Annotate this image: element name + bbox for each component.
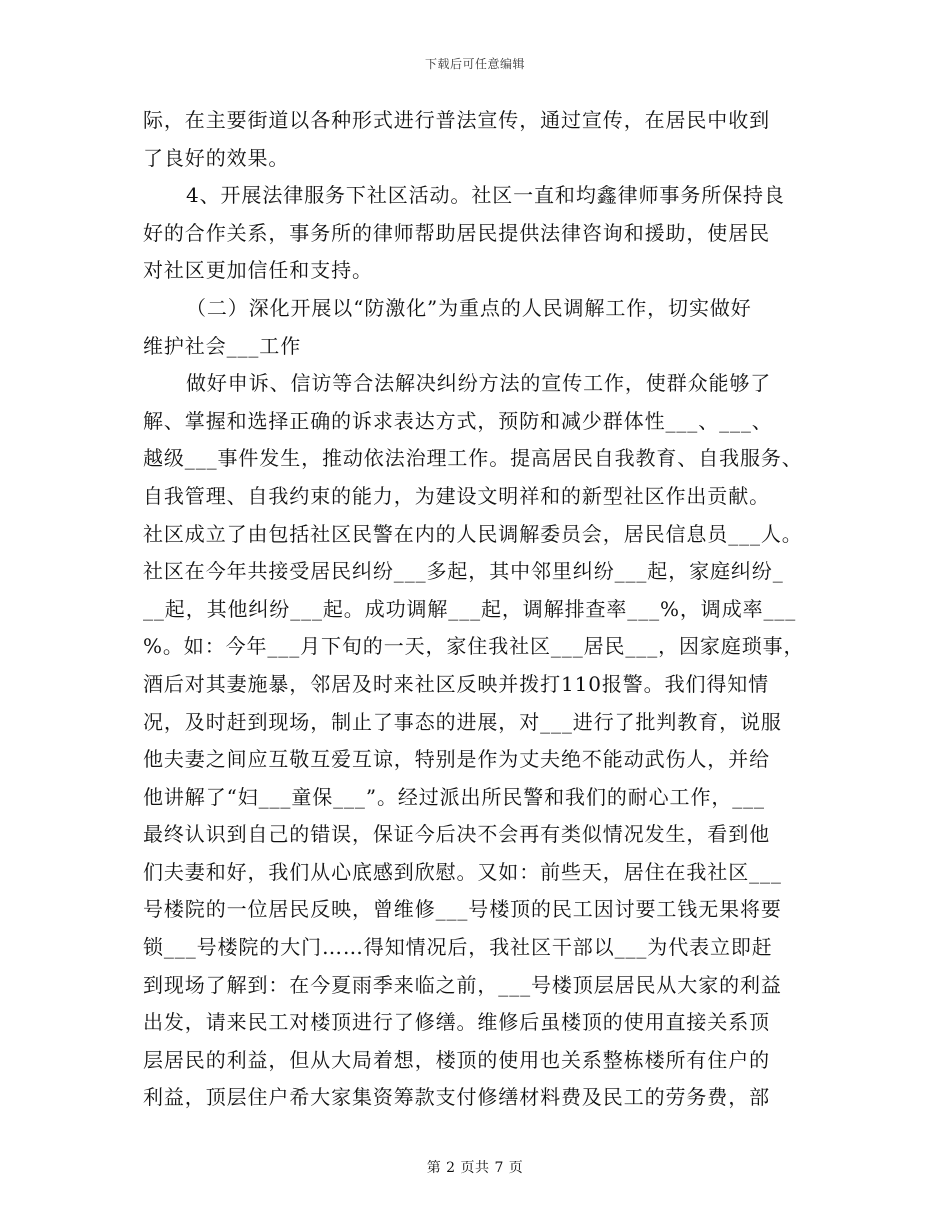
text-line: 对社区更加信任和支持。 <box>143 258 373 283</box>
document-body <box>143 102 813 1117</box>
text-line: 他讲解了“妇___童保___”。经过派出所民警和我们的耐心工作，___ <box>143 784 765 809</box>
text-line: 到现场了解到：在今夏雨季来临之前，___号楼顶层居民从大家的利益 <box>143 972 782 997</box>
text-line: 最终认识到自己的错误，保证今后决不会再有类似情况发生，看到他 <box>143 822 770 847</box>
text-line: 做好申诉、信访等合法解决纠纷方法的宣传工作，使群众能够了 <box>186 371 772 396</box>
text-line: 解、掌握和选择正确的诉求表达方式，预防和减少群体性___、___、 <box>143 408 773 433</box>
text-line: 出发，请来民工对楼顶进行了修缮。维修后虽楼顶的使用直接关系顶 <box>143 1010 770 1035</box>
text-line: 际，在主要街道以各种形式进行普法宣传，通过宣传，在居民中收到 <box>143 108 770 132</box>
text-line: 越级___事件发生，推动依法治理工作。提高居民自我教育、自我服务、 <box>143 446 803 471</box>
text-line: 们夫妻和好，我们从心底感到欣慰。又如：前些天，居住在我社区___ <box>143 859 782 884</box>
text-line: 维护社会___工作 <box>143 333 302 358</box>
text-line: 社区成立了由包括社区民警在内的人民调解委员会，居民信息员___人。 <box>143 521 803 546</box>
text-line: 酒后对其妻施暴，邻居及时来社区反映并拨打110报警。我们得知情 <box>143 671 770 696</box>
text-line: 层居民的利益，但从大局着想，楼顶的使用也关系整栋楼所有住户的 <box>143 1047 770 1072</box>
page-header: 下载后可任意编辑 <box>424 57 525 71</box>
text-line: 4、开展法律服务下社区活动。社区一直和均鑫律师事务所保持良 <box>186 183 785 208</box>
text-line: 锁___号楼院的大门……得知情况后，我社区干部以___为代表立即赶 <box>143 935 773 960</box>
text-line: 利益，顶层住户希大家集资筹款支付修缮材料费及民工的劳务费，部 <box>143 1085 770 1110</box>
text-line: 况，及时赶到现场，制止了事态的进展，对___进行了批判教育，说服 <box>143 709 782 734</box>
text-line: %。如：今年___月下旬的一天，家住我社区___居民___，因家庭琐事， <box>143 634 805 659</box>
text-line: （二）深化开展以“防激化”为重点的人民调解工作，切实做好 <box>186 295 752 320</box>
text-line: 自我管理、自我约束的能力，为建设文明祥和的新型社区作出贡献。 <box>143 483 770 508</box>
text-line: 他夫妻之间应互敬互爱互谅，特别是作为丈夫绝不能动武伤人，并给 <box>143 747 770 772</box>
text-line: 号楼院的一位居民反映，曾维修___号楼顶的民工因讨要工钱无果将要 <box>143 897 782 922</box>
text-line: __起，其他纠纷___起。成功调解___起，调解排查率___%，调成率___ <box>143 596 797 621</box>
page-footer: 第 2 页共 7 页 <box>426 1160 524 1176</box>
text-line: 了良好的效果。 <box>143 145 290 170</box>
text-line: 好的合作关系，事务所的律师帮助居民提供法律咨询和援助，使居民 <box>143 220 770 245</box>
text-line: 社区在今年共接受居民纠纷___多起，其中邻里纠纷___起，家庭纠纷_ <box>143 559 784 584</box>
